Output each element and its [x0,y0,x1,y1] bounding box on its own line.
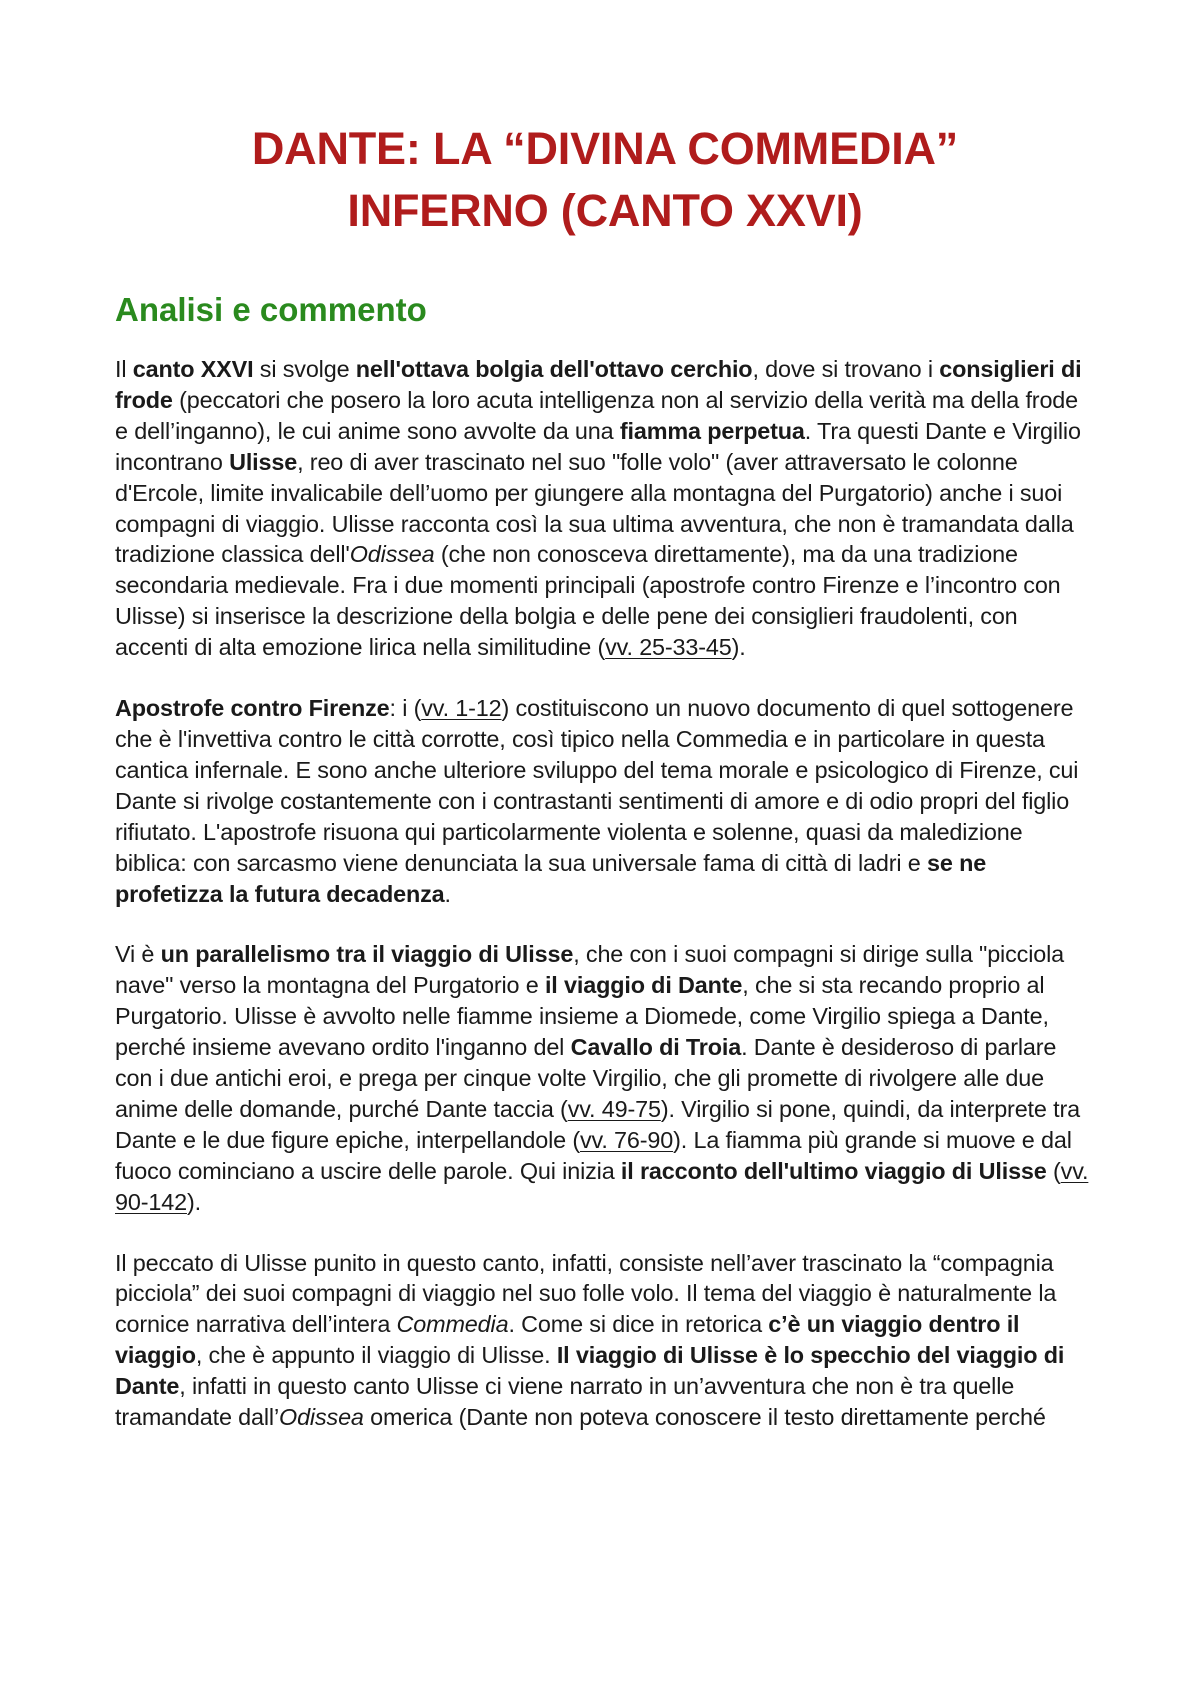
text-run: omerica (Dante non poteva conoscere il testo direttamente perché [363,1404,1046,1431]
verse-reference-link[interactable]: vv. 76-90 [579,1126,674,1153]
text-run: ). Virgilio si pone, quindi, da interprete tra Dante e le due figure epiche, interpellandole ( [115,1095,1080,1153]
text-run: , reo di aver trascinato nel suo "folle volo" (aver attraversato le colonne d'Ercole, limite invalicabile dell’uomo per giungere alla montagna del Purgatorio) anche i suoi compagni di viaggio. Ulisse racconta così la sua ultima avventura, che non è tramandata dalla tradizione classica dell' [115,448,1074,568]
bold-run: consiglieri di frode [115,356,1082,413]
text-run: , infatti in questo canto Ulisse ci viene narrato in un’avventura che non è tra quelle tramandate dall’ [115,1373,1015,1431]
bold-run: il racconto dell'ultimo viaggio di Ulisse [620,1157,1047,1184]
verse-reference-link[interactable]: vv. 90-142 [115,1157,1089,1215]
paragraph-parallelismo [115,939,1095,1217]
text-run: , che è appunto il viaggio di Ulisse. [195,1342,557,1369]
text-run: , che con i suoi compagni si dirige sulla "picciola nave" verso la montagna del Purgatorio e [115,941,1065,999]
text-run: si svolge [253,356,356,382]
text-run: . Come si dice in retorica [508,1311,769,1338]
text-run: Vi è [115,941,161,968]
bold-run: Il viaggio di Ulisse è lo specchio del viaggio di Dante [115,1342,1065,1400]
bold-run: Ulisse [229,448,298,475]
text-run: ( [1046,1157,1061,1184]
paragraph-apostrofe [115,693,1095,909]
text-run: ). [186,1188,201,1215]
title-line-1: DANTE: LA “DIVINA COMMEDIA” [251,123,959,174]
document-page [115,118,1095,1433]
text-run: Il [115,356,133,382]
bold-run: se ne profetizza la futura decadenza [115,849,987,907]
italic-run: Odissea [349,541,435,568]
bold-run: nell'ottava bolgia dell'ottavo cerchio [355,356,753,382]
bold-run: il viaggio di Dante [544,972,743,999]
text-run: ). [731,634,746,661]
text-run: (peccatori che posero la loro acuta intelligenza non al servizio della verità ma della frode e dell’inganno), le cui anime sono avvolte da una [115,386,1079,444]
text-run: . Dante è desideroso di parlare con i due antichi eroi, e prega per cinque volte Virgilio, che gli promette di rivolgere alle due anime delle domande, purché Dante taccia ( [115,1034,1057,1122]
text-run: Il peccato di Ulisse punito in questo canto, infatti, consiste nell’aver trascinato la “compagnia picciola” dei suoi compagni di viaggio nel suo folle volo. Il tema del viaggio è naturalmente la cornice narrativa dell’intera [115,1249,1057,1338]
section-heading: Analisi e commento [115,291,427,328]
text-run: : i ( [389,695,422,722]
paragraph-intro [115,354,1095,663]
bold-run: fiamma perpetua [619,417,805,444]
text-run: , dove si trovano i [752,356,940,382]
title-line-2: INFERNO (CANTO XXVI) [347,185,863,236]
bold-run: un parallelismo tra il viaggio di Ulisse [160,941,574,968]
paragraph-peccato [115,1248,1095,1433]
bold-run: Apostrofe contro Firenze [115,695,390,722]
verse-reference-link[interactable]: vv. 49-75 [567,1095,661,1122]
italic-run: Odissea [279,1404,364,1431]
bold-run: canto XXVI [132,356,254,382]
text-run: (che non conosceva direttamente), ma da una tradizione secondaria medievale. Fra i due momenti principali (apostrofe contro Firenze e l’incontro con Ulisse) si inserisce la descrizione della bolgia e delle pene dei consiglieri fraudolenti, con accenti di alta emozione lirica nella similitudine ( [115,541,1061,661]
bold-run: c’è un viaggio dentro il viaggio [115,1311,1020,1369]
verse-reference-link[interactable]: vv. 25-33-45 [605,634,732,661]
document-title [115,118,1095,242]
bold-run: Cavallo di Troia [570,1034,742,1061]
text-run: ) costituiscono un nuovo documento di quel sottogenere che è l'invettiva contro le città corrotte, così tipico nella Commedia e in particolare in questa cantica infernale. E sono anche ulteriore sviluppo del tema morale e psicologico di Firenze, cui Dante si rivolge costantemente con i contrastanti sentimenti di amore e di odio propri del figlio rifiutato. L'apostrofe risuona qui particolarmente violenta e solenne, quasi da maledizione biblica: con sarcasmo viene denunciata la sua universale fama di città di ladri e [115,695,1079,876]
italic-run: Commedia [396,1311,509,1338]
text-run: ). La fiamma più grande si muove e dal fuoco cominciano a uscire delle parole. Qui inizia [115,1126,1072,1184]
text-run: . [444,880,451,907]
text-run: . Tra questi Dante e Virgilio incontrano [115,417,1081,475]
text-run: , che si sta recando proprio al Purgatorio. Ulisse è avvolto nelle fiamme insieme a Diomede, come Virgilio spiega a Dante, perché insieme avevano ordito l'inganno del [115,972,1049,1061]
verse-reference-link[interactable]: vv. 1-12 [421,695,502,722]
